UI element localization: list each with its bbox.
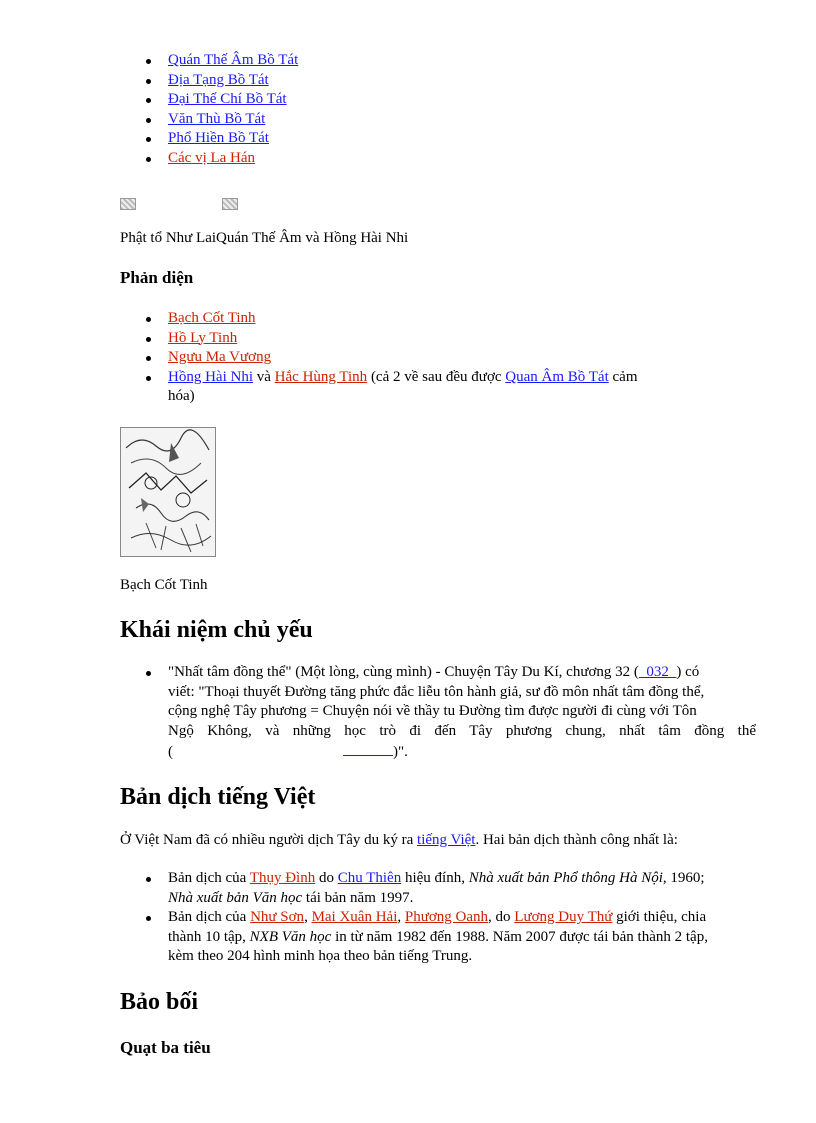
text: Nhà xuất bản Văn học	[168, 889, 303, 906]
text: NXB Văn học	[249, 928, 332, 945]
list-item	[120, 129, 680, 149]
link-nguu-ma-vuong[interactable]: Ngưu Ma Vương	[168, 349, 272, 366]
subheading-quat-ba-tieu: Quạt ba tiêu	[120, 1038, 211, 1057]
link-dia-tang[interactable]: Địa Tạng Bồ Tát	[168, 71, 269, 88]
translation-intro	[120, 830, 678, 850]
list-item	[120, 663, 756, 763]
link-chapter-032[interactable]: 032	[638, 664, 677, 680]
text: ,	[397, 909, 405, 926]
broken-image-icon	[120, 198, 136, 210]
text: in từ năm 1982 đến 1988. Năm 2007 được tái bản thành 2 tập,	[331, 928, 708, 945]
list-item	[120, 329, 720, 349]
text: và	[253, 368, 275, 385]
text: viết: "Thoại thuyết Đường tăng phức đắc liễu tôn hành giả, sư đồ môn nhất tâm đồng thể,	[168, 683, 705, 700]
list-item	[120, 309, 720, 329]
text: Ở Việt Nam đã có nhiều người dịch Tây du ký ra	[120, 832, 418, 848]
link-phuong-oanh[interactable]: Phương Oanh	[404, 909, 489, 926]
list-item	[120, 110, 680, 130]
link-hong-hai-nhi[interactable]: Hồng Hài Nhi	[168, 368, 253, 385]
text: do	[315, 870, 338, 886]
list-item	[120, 869, 756, 908]
text: kèm theo 204 hình minh họa theo bản tiếng Trung.	[168, 948, 473, 965]
text: cộng nghệ Tây phương = Chuyện nói về thầy tu Đường tìm được người đi cùng với Tôn	[168, 703, 697, 720]
list-item	[120, 71, 680, 91]
translation-list	[120, 869, 756, 967]
text: hiệu đính,	[401, 870, 469, 886]
text: Ngộ Không, và những học trò đi đến Tây phương chung, nhất tâm đồng thể	[168, 722, 756, 739]
broken-image-icon	[222, 198, 238, 210]
text: thành 10 tập,	[168, 928, 250, 945]
text: hóa)	[168, 388, 195, 405]
list-item	[120, 908, 756, 967]
section-heading-villains: Phản diện	[120, 268, 194, 287]
bodhisattva-list	[120, 51, 680, 169]
link-nhu-son[interactable]: Như Sơn	[250, 909, 305, 926]
text: ,	[304, 909, 312, 926]
list-item	[120, 368, 720, 407]
link-pho-hien[interactable]: Phổ Hiền Bồ Tát	[168, 130, 269, 147]
text: Nhà xuất bản Phổ thông Hà Nội	[468, 870, 663, 886]
section-heading-treasures: Bảo bối	[120, 989, 199, 1015]
link-mai-xuan-hai[interactable]: Mai Xuân Hải	[311, 909, 398, 926]
link-la-han[interactable]: Các vị La Hán	[168, 149, 256, 166]
list-item	[120, 348, 720, 368]
illustration-caption: Bạch Cốt Tinh	[120, 577, 208, 593]
link-luong-duy-thu[interactable]: Lương Duy Thứ	[514, 909, 613, 926]
text: Bản dịch của	[168, 870, 250, 886]
link-dai-the-chi[interactable]: Đại Thế Chí Bồ Tát	[168, 91, 287, 108]
list-item	[120, 149, 680, 169]
text: (cả 2 về sau đều được	[367, 368, 506, 385]
text: , 1960;	[662, 870, 705, 886]
list-item	[120, 90, 680, 110]
text: , do	[488, 909, 515, 926]
concepts-list	[120, 663, 756, 763]
text: cảm	[608, 368, 638, 385]
text: tái bản năm 1997.	[302, 889, 414, 906]
text: ) có	[676, 664, 700, 680]
text: Bản dịch của	[168, 909, 251, 926]
villain-list	[120, 309, 720, 407]
link-blank[interactable]	[343, 741, 393, 756]
illustration-drawing	[121, 428, 215, 556]
link-thuy-dinh[interactable]: Thụy Đình	[249, 870, 316, 886]
list-item	[120, 51, 680, 71]
section-heading-translation: Bản dịch tiếng Việt	[120, 784, 316, 810]
link-hac-hung-tinh[interactable]: Hắc Hùng Tinh	[274, 368, 368, 385]
text: "Nhất tâm đồng thể" (Một lòng, cùng mình) - Chuyện Tây Du Kí, chương 32 (	[168, 664, 639, 680]
text: (	[168, 744, 173, 761]
link-van-thu[interactable]: Văn Thù Bồ Tát	[168, 110, 266, 127]
link-quan-the-am[interactable]: Quán Thế Âm Bồ Tát	[168, 52, 299, 68]
section-heading-concepts: Khái niệm chủ yếu	[120, 617, 313, 643]
link-ho-ly-tinh[interactable]: Hồ Ly Tinh	[168, 329, 238, 346]
text: )".	[393, 744, 408, 761]
link-bach-cot-tinh[interactable]: Bạch Cốt Tinh	[168, 310, 256, 326]
image-caption: Phật tổ Như LaiQuán Thế Âm và Hồng Hài Nhi	[120, 230, 409, 246]
link-tieng-viet[interactable]: tiếng Việt	[417, 832, 476, 848]
text: giới thiệu, chia	[612, 909, 707, 926]
text: . Hai bản dịch thành công nhất là:	[475, 832, 678, 848]
illustration-bach-cot-tinh	[120, 427, 216, 557]
link-quan-am-bo-tat[interactable]: Quan Âm Bồ Tát	[505, 368, 609, 385]
link-chu-thien[interactable]: Chu Thiên	[337, 870, 402, 886]
